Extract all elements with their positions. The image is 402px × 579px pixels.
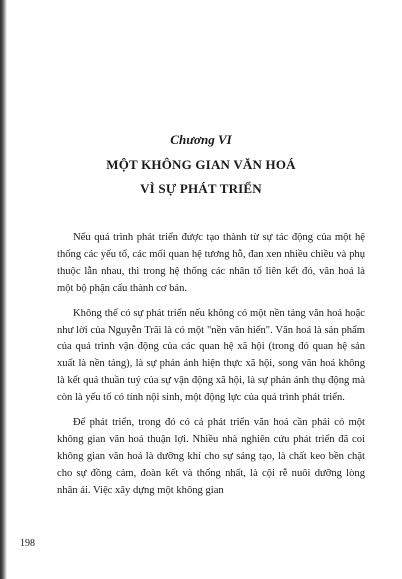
paragraph-2: Không thể có sự phát triển nếu không có một nền tảng văn hoá hoặc như lời của Nguyễn Trãi là có một "nền văn hiến". Văn hoá là sản phẩm của quá trình vận động của các quan hệ xã hội (trong đó quan hệ sản xuất là nền tảng), là sự phản ánh hiện thực xã hội, song văn hoá không là kết quả thuần tuý của sự vận động xã hội, là sự phản ánh thụ động mà còn là yếu tố có tính nội sinh, một động lực của quá trình phát triển. [57, 307, 365, 404]
paragraph-1: Nếu quá trình phát triển được tạo thành từ sự tác động của một hệ thống các yếu tố, các mối quan hệ tương hỗ, đan xen nhiều chiều và phụ thuộc lẫn nhau, thì trong hệ thống các nhân tố liên kết đó, văn hoá là một bộ phận cấu thành cơ bản. [57, 232, 365, 294]
paragraph-3: Để phát triển, trong đó có cả phát triển văn hoá cần phải có một không gian văn hoá thuận lợi. Nhiều nhà nghiên cứu phát triển đã coi không gian văn hoá là dưỡng khí cho sự sáng tạo, là chất keo bền chặt cho sự đồng cảm, đoàn kết và thống nhất, là cội rễ nuôi dưỡng lòng nhân ái. Việc xây dựng một không gian [57, 417, 365, 496]
body-text [57, 230, 365, 508]
chapter-label: Chương VI [170, 132, 232, 147]
scan-edge-shadow [0, 0, 7, 579]
page-number: 198 [20, 538, 35, 549]
chapter-title-line-1: MỘT KHÔNG GIAN VĂN HOÁ [106, 157, 296, 172]
chapter-title-line-2: VÌ SỰ PHÁT TRIỂN [140, 181, 262, 196]
